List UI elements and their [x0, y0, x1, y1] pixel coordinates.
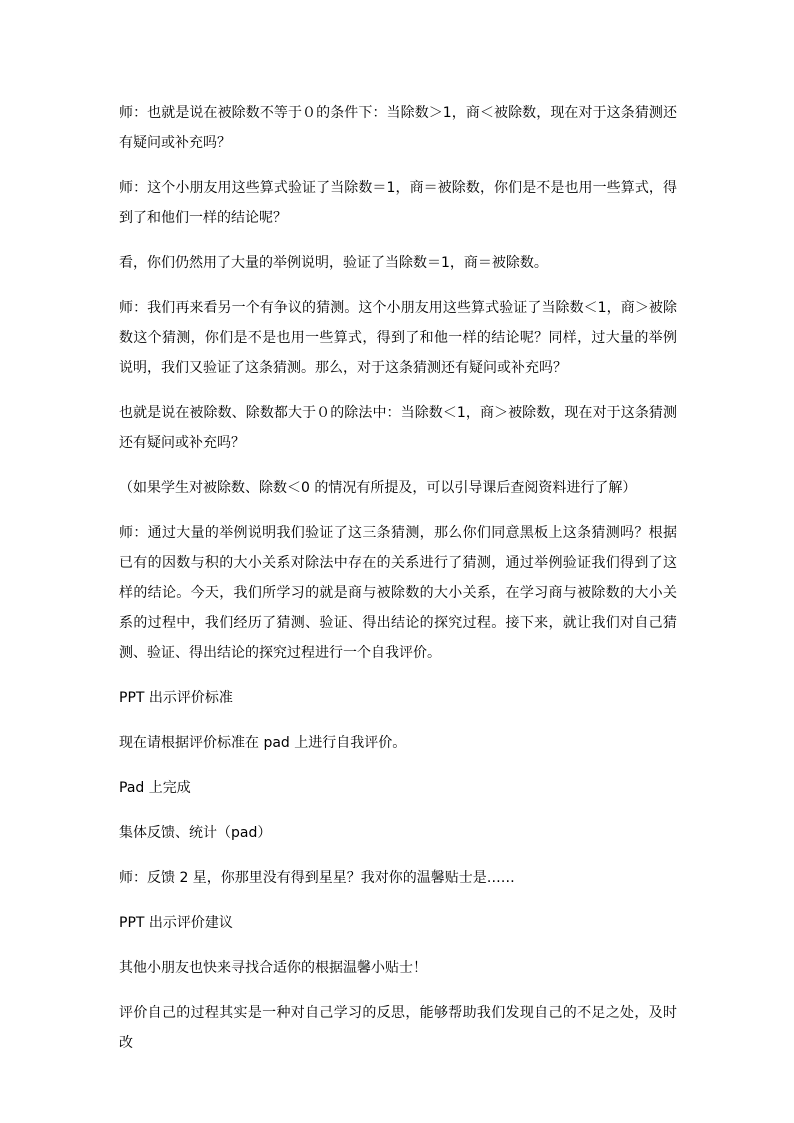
paragraph-note: （如果学生对被除数、除数＜0 的情况有所提及，可以引导课后查阅资料进行了解）: [119, 480, 637, 496]
paragraph: 集体反馈、统计（pad）: [119, 825, 272, 841]
paragraph: 师：反馈 2 星，你那里没有得到星星？我对你的温馨贴士是……: [119, 870, 515, 886]
paragraph: 师：通过大量的举例说明我们验证了这三条猜测，那么你们同意黑板上这条猜测吗？根据已有的因数与积的大小关系对除法中存在的关系进行了猜测，通过举例验证我们得到了这样的结论。今天，我们所学习的就是商与被除数的大小关系，在学习商与被除数的大小关系的过程中，我们经历了猜测、验证、得出结论的探究过程。接下来，就让我们对自己猜测、验证、得出结论的探究过程进行一个自我评价。: [119, 525, 677, 661]
paragraph: 师：也就是说在被除数不等于０的条件下：当除数＞1，商＜被除数，现在对于这条猜测还有疑问或补充吗？: [119, 105, 677, 151]
paragraph: 评价自己的过程其实是一种对自己学习的反思，能够帮助我们发现自己的不足之处，及时改: [119, 1005, 677, 1051]
paragraph: 其他小朋友也快来寻找合适你的根据温馨小贴士！: [119, 960, 427, 976]
paragraph: PPT 出示评价建议: [119, 915, 233, 931]
paragraph: 看，你们仍然用了大量的举例说明，验证了当除数＝1，商＝被除数。: [119, 255, 548, 271]
paragraph: 师：这个小朋友用这些算式验证了当除数＝1，商＝被除数，你们是不是也用一些算式，得到了和他们一样的结论呢？: [119, 180, 677, 226]
paragraph: Pad 上完成: [119, 780, 191, 796]
paragraph: 现在请根据评价标准在 pad 上进行自我评价。: [119, 735, 407, 751]
document-body: [119, 98, 677, 1073]
paragraph: 也就是说在被除数、除数都大于０的除法中：当除数＜1，商＞被除数，现在对于这条猜测还有疑问或补充吗？: [119, 405, 677, 451]
paragraph: 师：我们再来看另一个有争议的猜测。这个小朋友用这些算式验证了当除数＜1，商＞被除数这个猜测，你们是不是也用一些算式，得到了和他一样的结论呢？同样，过大量的举例说明，我们又验证了这条猜测。那么，对于这条猜测还有疑问或补充吗？: [119, 300, 677, 376]
paragraph: PPT 出示评价标准: [119, 690, 233, 706]
